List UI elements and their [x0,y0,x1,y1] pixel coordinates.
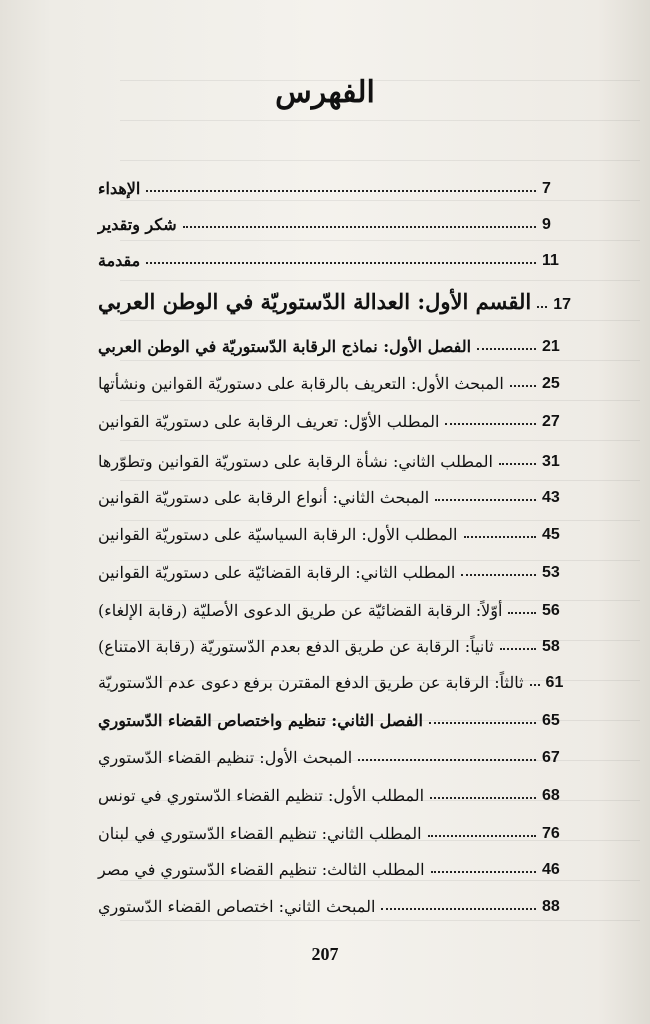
dot-leader [146,262,536,264]
toc-entry-page: 68 [542,787,560,804]
toc-entry-title: ثانياً: الرقابة عن طريق الدفع بعدم الدّستوريّة (رقابة الامتناع) [98,637,494,656]
dot-leader [508,612,536,614]
toc-entry [98,445,570,471]
toc-entry-part [98,288,570,314]
toc-entry-page: 9 [542,216,551,233]
toc-entry [98,244,570,270]
toc-entry-title: المطلب الأوّل: تعريف الرقابة على دستوريّة القوانين [98,412,440,431]
toc-entry [98,405,570,431]
toc-entry-title: المطلب الأول: الرقابة السياسيّة على دستوريّة القوانين [98,525,458,544]
toc-entry-page: 46 [542,861,560,878]
toc-entry [98,208,570,234]
toc-entry-title: المطلب الثالث: تنظيم القضاء الدّستوري في مصر [98,860,425,879]
toc-entry-title: المطلب الأول: تنظيم القضاء الدّستوري في تونس [98,786,425,805]
toc-entry-title: المطلب الثاني: تنظيم القضاء الدّستوري في لبنان [98,824,422,843]
toc-entry-title: المبحث الثاني: أنواع الرقابة على دستوريّة القوانين [98,488,430,507]
page-title: الفهرس [275,75,375,110]
toc-entry [98,556,570,582]
toc-entry [98,817,570,843]
toc-entry [98,594,570,620]
dot-leader [530,684,540,686]
toc-entry [98,779,570,805]
toc-entry-title: الفصل الأول: نماذج الرقابة الدّستوريّة في الوطن العربي [98,337,472,356]
toc-entry-page: 7 [542,180,551,197]
toc-entry-title: ثالثاً: الرقابة عن طريق الدفع المقترن برفع دعوى عدم الدّستوريّة [98,673,524,692]
dot-leader [428,835,536,837]
toc-entry-page: 56 [542,602,560,619]
toc-entry-page: 17 [553,296,571,313]
dot-leader [435,499,536,501]
toc-entry [98,630,570,656]
toc-entry-page: 25 [542,375,560,392]
toc-entry [98,890,570,916]
toc-entry-page: 53 [542,564,560,581]
dot-leader [461,574,536,576]
dot-leader [429,722,536,724]
toc-entry [98,666,570,692]
dot-leader [477,348,536,350]
toc-entry-title: أوّلاً: الرقابة القضائيّة عن طريق الدعوى الأصليّة (رقابة الإلغاء) [98,601,503,620]
toc-entry [98,481,570,507]
toc-entry-page: 65 [542,712,560,729]
dot-leader [358,759,536,761]
toc-entry-title: المطلب الثاني: الرقابة القضائيّة على دستوريّة القوانين [98,563,456,582]
toc-entry-page: 88 [542,898,560,915]
toc-entry-page: 31 [542,453,560,470]
toc-entry-page: 21 [542,338,560,355]
toc-entry-title: الفصل الثاني: تنظيم واختصاص القضاء الدّستوري [98,711,423,730]
toc-entry-title: القسم الأول: العدالة الدّستوريّة في الوطن العربي [98,289,532,314]
dot-leader [381,908,536,910]
toc-entry [98,367,570,393]
dot-leader [445,423,536,425]
toc-entry-title: الإهداء [98,179,141,198]
toc-entry [98,518,570,544]
toc-entry-page: 67 [542,749,560,766]
toc-entry-title: المبحث الأول: التعريف بالرقابة على دستوريّة القوانين ونشأتها [98,374,504,393]
toc-entry [98,172,570,198]
toc-entry-title: شكر وتقدير [98,215,177,234]
toc-entry-page: 45 [542,526,560,543]
dot-leader [431,871,536,873]
dot-leader [537,306,547,308]
toc-entry-page: 11 [542,252,559,269]
dot-leader [510,385,536,387]
toc-entry-page: 76 [542,825,560,842]
toc-entry [98,704,570,730]
dot-leader [500,648,536,650]
toc-entry-title: المبحث الأول: تنظيم القضاء الدّستوري [98,748,353,767]
toc-entry-page: 61 [545,674,564,691]
dot-leader [146,190,536,192]
toc-entry [98,330,570,356]
toc-entry-page: 27 [542,413,560,430]
dot-leader [499,463,536,465]
dot-leader [183,226,536,228]
toc-entry-page: 58 [542,638,560,655]
toc-entry-title: المطلب الثاني: نشأة الرقابة على دستوريّة القوانين وتطوّرها [98,452,493,471]
toc-entry [98,741,570,767]
toc-entry-page: 43 [542,489,560,506]
dot-leader [464,536,537,538]
toc-entry-title: مقدمة [98,251,141,270]
toc-entry-title: المبحث الثاني: اختصاص القضاء الدّستوري [98,897,376,916]
page-number: 207 [311,944,339,964]
toc-entry [98,853,570,879]
dot-leader [430,797,536,799]
